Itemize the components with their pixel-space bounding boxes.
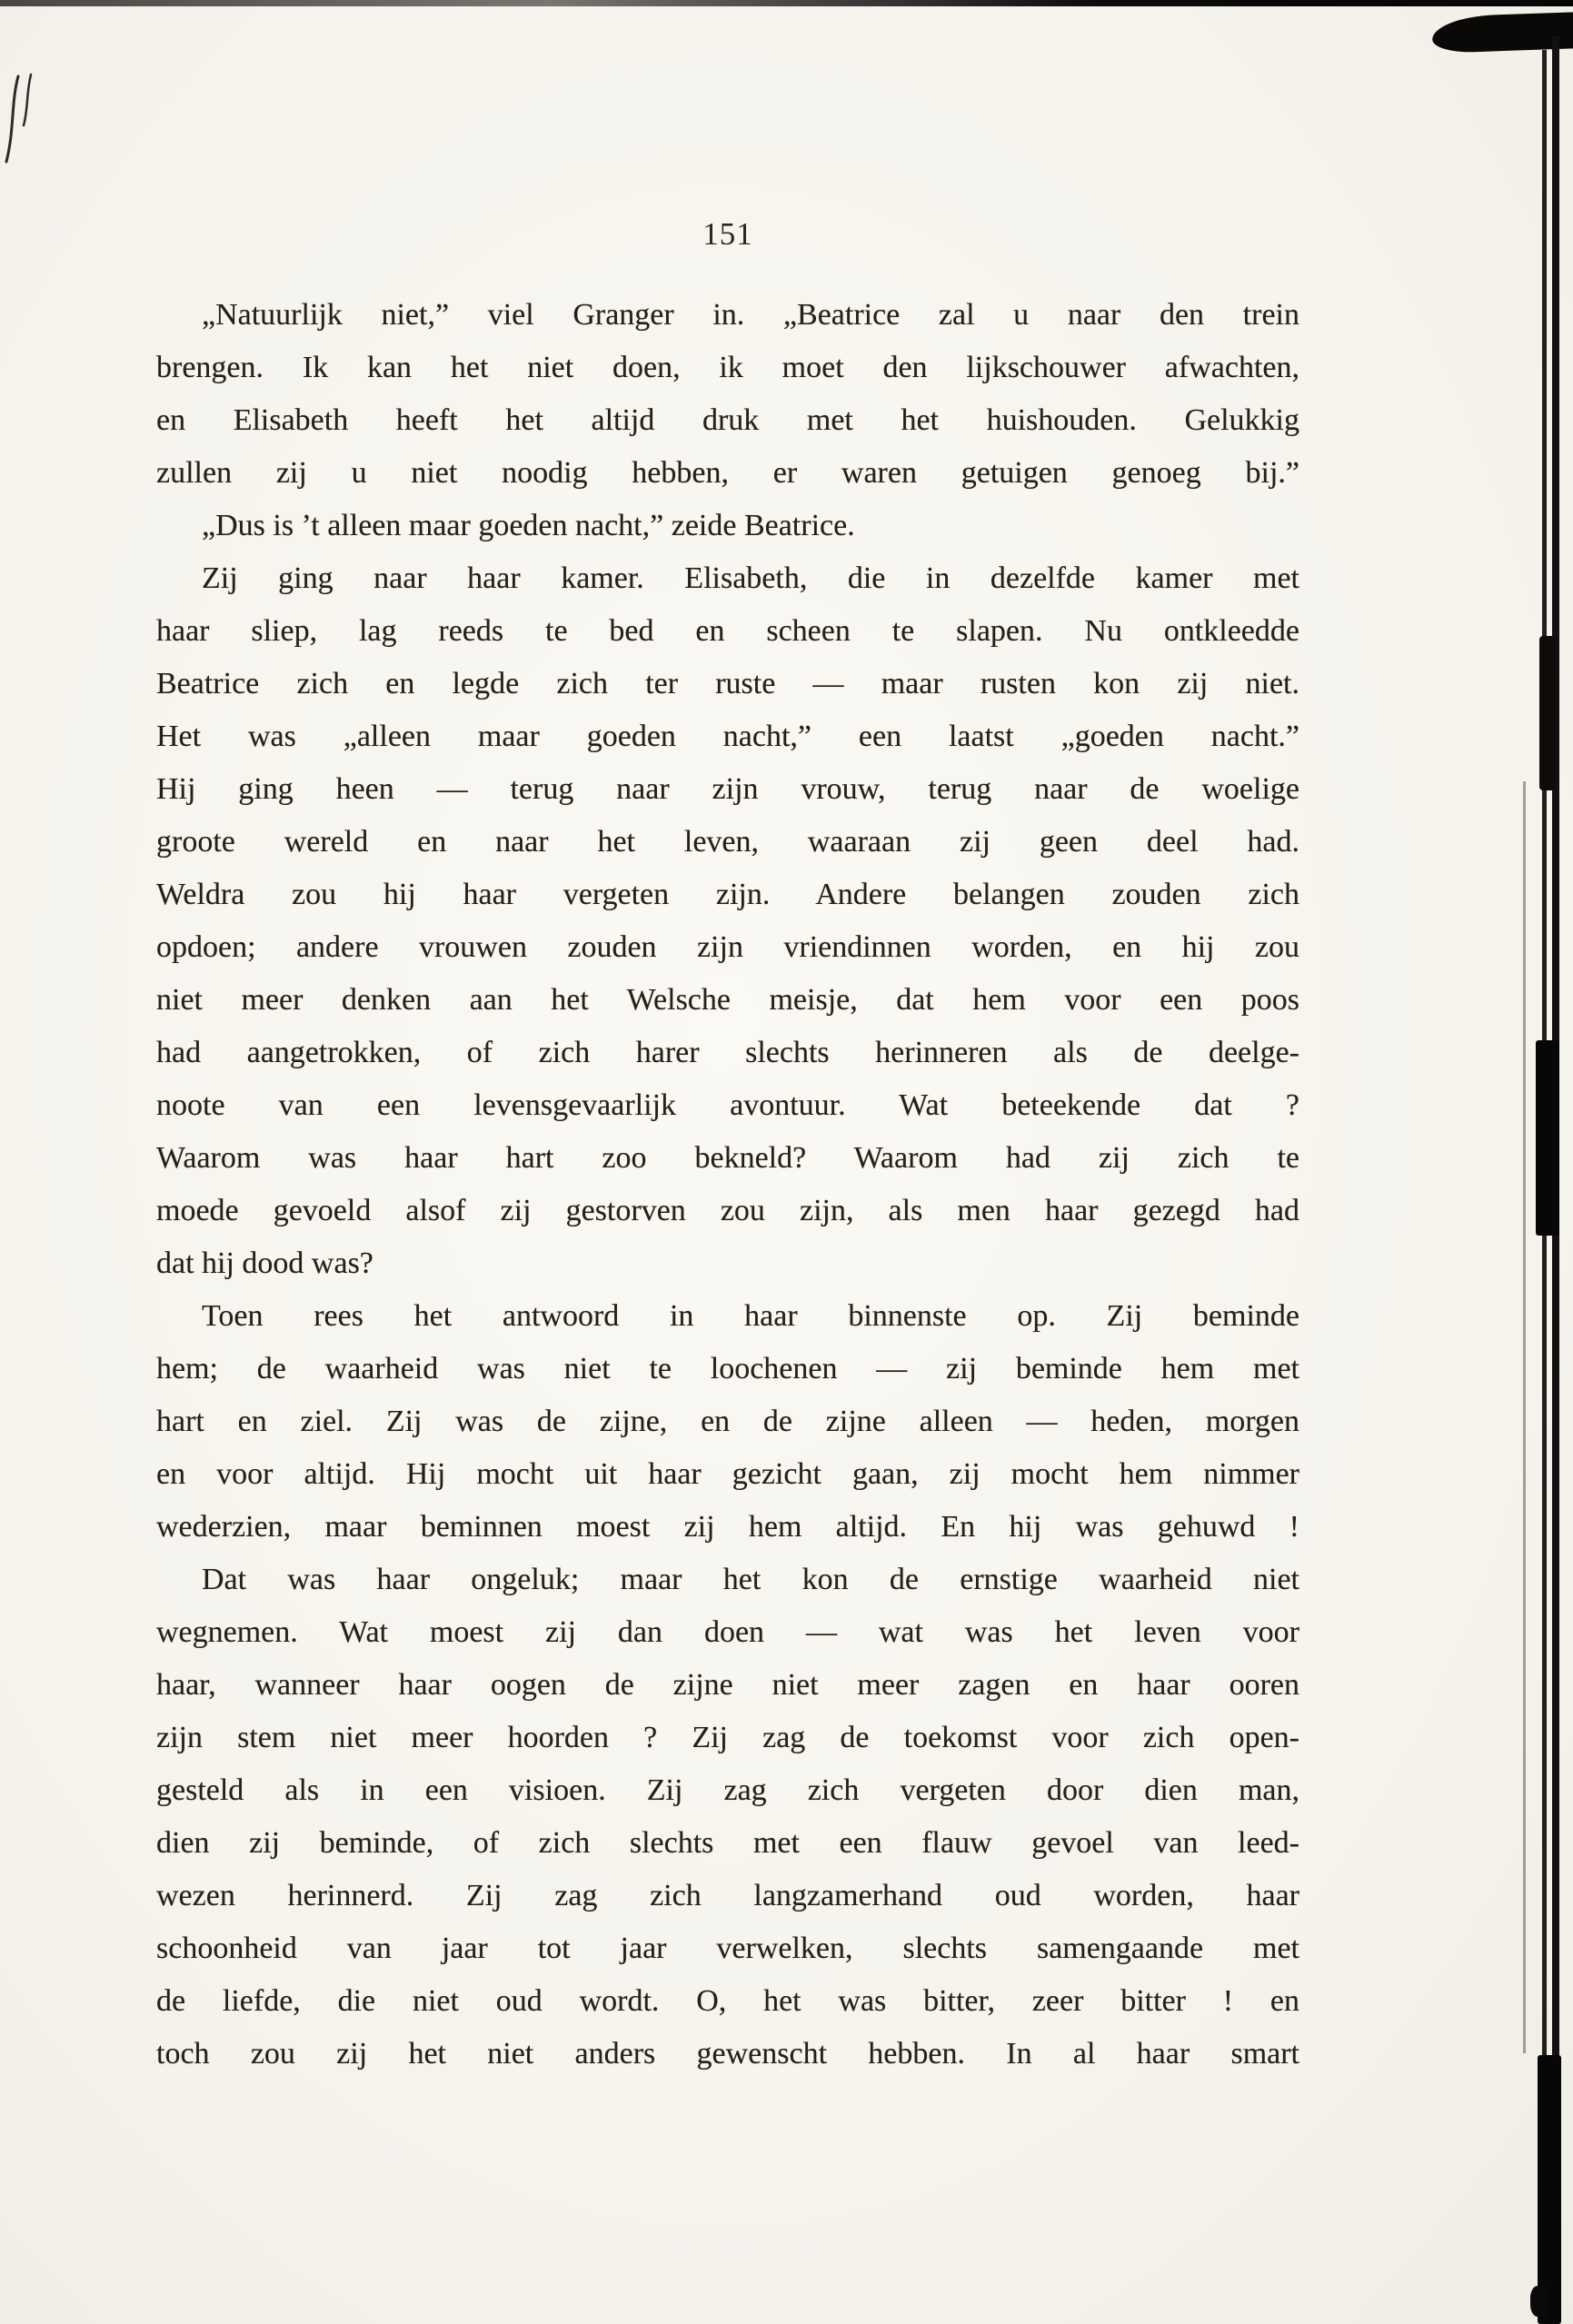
text-line: Hij ging heen — terug naar zijn vrouw, terug naar de woelige — [156, 772, 1299, 806]
text-block — [156, 289, 1299, 2081]
text-line: wederzien, maar beminnen moest zij hem altijd. En hij was gehuwd ! — [156, 1510, 1299, 1544]
text-line: Dat was haar ongeluk; maar het kon de ernstige waarheid niet — [202, 1563, 1299, 1596]
text-line: haar sliep, lag reeds te bed en scheen te slapen. Nu ontkleedde — [156, 614, 1299, 648]
paragraph — [156, 552, 1299, 1290]
text-line: de liefde, die niet oud wordt. O, het was bitter, zeer bitter ! en — [156, 1984, 1299, 2018]
text-line: groote wereld en naar het leven, waaraan zij geen deel had. — [156, 825, 1299, 859]
text-line: had aangetrokken, of zich harer slechts herinneren als de deelge- — [156, 1036, 1299, 1069]
text-line: zullen zij u niet noodig hebben, er waren getuigen genoeg bij.” — [156, 456, 1299, 490]
text-line: dat hij dood was? — [156, 1246, 373, 1280]
text-line: Toen rees het antwoord in haar binnenste op. Zij beminde — [202, 1299, 1299, 1333]
paragraph — [156, 500, 1299, 552]
text-line: en Elisabeth heeft het altijd druk met het huishouden. Gelukkig — [156, 403, 1299, 437]
text-line: opdoen; andere vrouwen zouden zijn vriendinnen worden, en hij zou — [156, 930, 1299, 964]
paragraph — [156, 1554, 1299, 2081]
text-line: Het was „alleen maar goeden nacht,” een laatst „goeden nacht.” — [156, 720, 1299, 753]
text-line: dien zij beminde, of zich slechts met een flauw gevoel van leed- — [156, 1826, 1299, 1860]
text-line: moede gevoeld alsof zij gestorven zou zijn, als men haar gezegd had — [156, 1194, 1299, 1227]
scan-artifact-right-bar — [1539, 636, 1556, 790]
text-line: Weldra zou hij haar vergeten zijn. Andere belangen zouden zich — [156, 878, 1299, 911]
handwriting-mark — [2, 73, 56, 173]
text-line: „Dus is ’t alleen maar goeden nacht,” zeide Beatrice. — [202, 509, 855, 542]
text-line: en voor altijd. Hij mocht uit haar gezicht gaan, zij mocht hem nimmer — [156, 1457, 1299, 1491]
text-line: Zij ging naar haar kamer. Elisabeth, die in dezelfde kamer met — [202, 561, 1299, 595]
scan-artifact-right-bar — [1538, 2055, 1561, 2324]
text-line: hem; de waarheid was niet te loochenen — zij beminde hem met — [156, 1352, 1299, 1385]
scan-artifact-corner-mark — [1530, 2286, 1548, 2317]
paragraph — [156, 1290, 1299, 1554]
scan-artifact-right-faint-line — [1523, 781, 1526, 2053]
text-line: toch zou zij het niet anders gewenscht hebben. In al haar smart — [156, 2037, 1299, 2071]
scan-artifact-top-edge — [0, 0, 1573, 6]
text-line: wegnemen. Wat moest zij dan doen — wat was het leven voor — [156, 1615, 1299, 1649]
text-line: Beatrice zich en legde zich ter ruste — maar rusten kon zij niet. — [156, 667, 1299, 700]
text-line: zijn stem niet meer hoorden ? Zij zag de toekomst voor zich open- — [156, 1721, 1299, 1754]
text-line: niet meer denken aan het Welsche meisje, dat hem voor een poos — [156, 983, 1299, 1017]
paragraph — [156, 289, 1299, 500]
text-line: brengen. Ik kan het niet doen, ik moet den lijkschouwer afwachten, — [156, 351, 1299, 384]
text-line: noote van een levensgevaarlijk avontuur. Wat beteekende dat ? — [156, 1088, 1299, 1122]
text-line: schoonheid van jaar tot jaar verwelken, slechts samengaande met — [156, 1932, 1299, 1965]
text-line: haar, wanneer haar oogen de zijne niet meer zagen en haar ooren — [156, 1668, 1299, 1702]
page-number: 151 — [702, 216, 753, 252]
text-line: hart en ziel. Zij was de zijne, en de zijne alleen — heden, morgen — [156, 1405, 1299, 1438]
text-line: wezen herinnerd. Zij zag zich langzamerhand oud worden, haar — [156, 1879, 1299, 1912]
scan-artifact-right-bar — [1536, 1040, 1559, 1236]
text-line: Waarom was haar hart zoo bekneld? Waarom had zij zich te — [156, 1141, 1299, 1175]
text-line: gesteld als in een visioen. Zij zag zich vergeten door dien man, — [156, 1773, 1299, 1807]
text-line: „Natuurlijk niet,” viel Granger in. „Beatrice zal u naar den trein — [202, 298, 1299, 332]
